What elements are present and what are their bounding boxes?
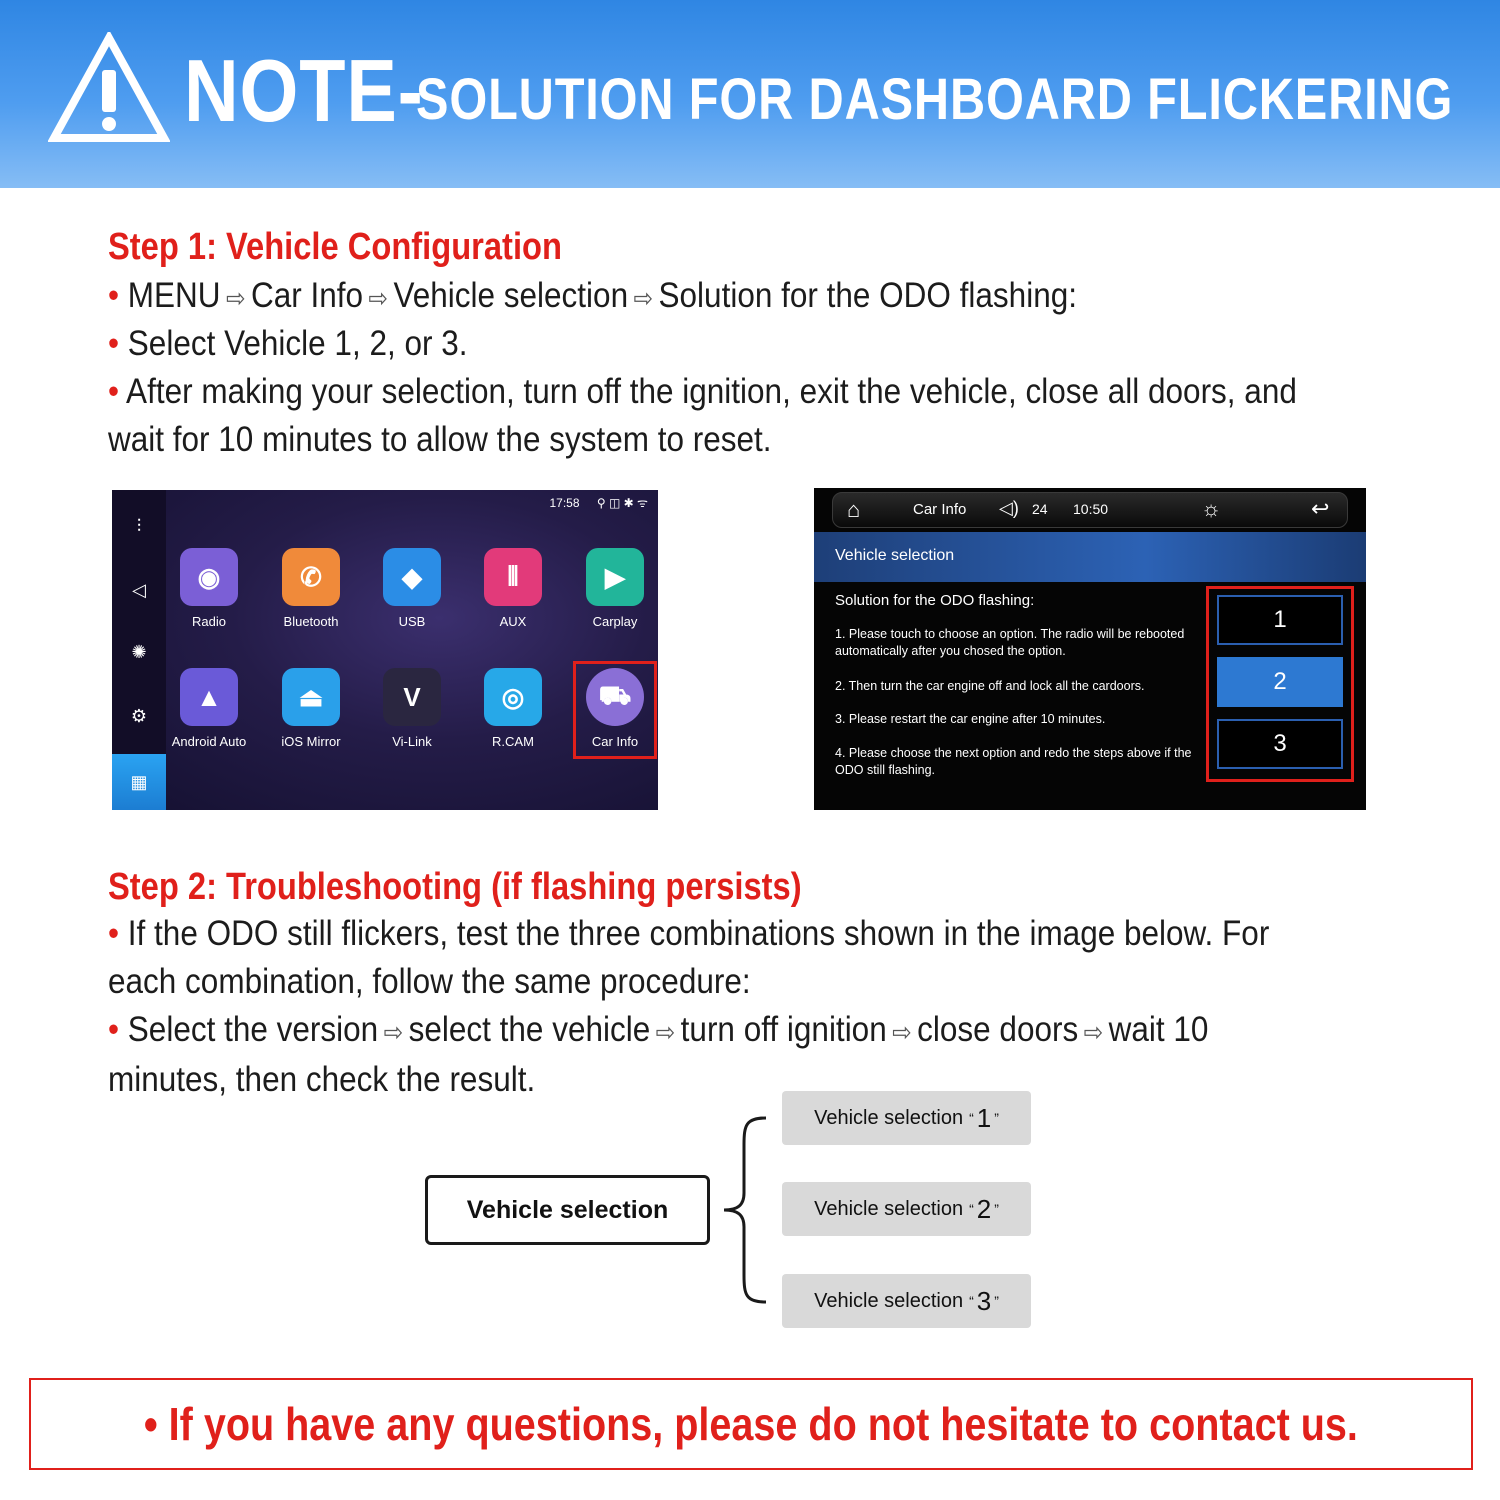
arrow-icon: ⇨: [383, 1017, 404, 1047]
brightness-icon[interactable]: ✺: [131, 641, 147, 662]
app-usb[interactable]: [367, 548, 457, 648]
brightness-icon[interactable]: ☼: [1201, 496, 1222, 521]
vi-link-icon: V: [383, 668, 441, 726]
app-carplay[interactable]: [570, 548, 658, 648]
instruction-2: 2. Then turn the car engine off and lock all the cardoors.: [835, 679, 1145, 693]
app-bluetooth[interactable]: [266, 548, 356, 648]
arrow-icon: ⇨: [225, 283, 246, 313]
instruction-1: 1. Please touch to choose an option. The radio will be rebooted automatically after you chosed the option.: [835, 627, 1185, 658]
app-rcam[interactable]: [468, 668, 558, 768]
warning-icon: [48, 32, 170, 144]
arrow-icon: ⇨: [892, 1017, 912, 1047]
option-prefix: Vehicle selection: [814, 1106, 964, 1129]
app-label: Carplay: [592, 614, 638, 629]
equalizer-icon[interactable]: ⫶: [136, 515, 142, 536]
status-time: 17:58: [549, 496, 580, 510]
option-prefix: Vehicle selection: [814, 1197, 964, 1220]
section-title: Vehicle selection: [835, 547, 955, 564]
bullet-icon: •: [108, 372, 120, 411]
app-label: Vi-Link: [392, 734, 432, 749]
arrow-icon: ⇨: [633, 283, 654, 313]
option-number: 1: [976, 1102, 992, 1133]
app-label: Bluetooth: [283, 614, 339, 629]
footer-text: • If you have any questions, please do not hesitate to contact us.: [143, 1398, 1359, 1450]
car-info-title: Car Info: [913, 501, 967, 518]
car-info-topbar: [832, 492, 1348, 528]
option-prefix: Vehicle selection: [814, 1289, 964, 1312]
path-car-info: Car Info: [250, 276, 364, 315]
car-icon: ⛟: [586, 668, 644, 726]
android-auto-icon: ▲: [180, 668, 238, 726]
settings-icon[interactable]: ⚙: [130, 705, 148, 726]
path-close-doors: close doors: [917, 1010, 1079, 1049]
arrow-icon: ⇨: [1083, 1017, 1104, 1047]
quote-open: “: [969, 1110, 974, 1126]
app-aux[interactable]: [468, 548, 558, 648]
instruction-4: 4. Please choose the next option and redo the steps above if the ODO still flashing.: [835, 746, 1192, 777]
volume-icon[interactable]: ◁: [132, 579, 146, 600]
apps-grid-icon[interactable]: ▦: [112, 754, 166, 810]
banner-title-subtitle: SOLUTION FOR DASHBOARD FLICKERING: [416, 67, 1454, 132]
path-menu: MENU: [127, 276, 221, 315]
app-label: Android Auto: [171, 734, 247, 749]
app-label: Car Info: [591, 734, 639, 749]
app-label: Radio: [192, 614, 226, 629]
path-select-version: Select the version: [127, 1010, 379, 1049]
banner-title-note: NOTE-: [184, 41, 424, 140]
step1-line3: [108, 368, 1314, 464]
app-label: iOS Mirror: [281, 734, 341, 749]
path-select-vehicle: select the vehicle: [408, 1010, 651, 1049]
quote-close: ”: [994, 1293, 999, 1309]
path-odo-solution: Solution for the ODO flashing:: [658, 276, 1077, 315]
step2-test-text: If the ODO still flickers, test the three combinations shown in the image below. For each combination, follow the same procedure:: [108, 914, 1270, 1001]
status-icons: ⚲ ◫ ✱ ᯤ: [596, 496, 648, 510]
arrow-icon: ⇨: [368, 283, 389, 313]
volume-level: 24: [1032, 501, 1048, 517]
step2-title: Step 2: Troubleshooting (if flashing persists): [108, 866, 802, 908]
diagram-root: Vehicle selection: [425, 1175, 710, 1245]
step1-path: [108, 272, 1314, 322]
radio-icon: ◉: [180, 548, 238, 606]
step2-line1: [108, 910, 1314, 1006]
usb-icon: ◆: [383, 548, 441, 606]
phone-icon: ✆: [282, 548, 340, 606]
path-vehicle-selection: Vehicle selection: [393, 276, 629, 315]
option-number: 3: [976, 1285, 992, 1316]
quote-close: ”: [994, 1110, 999, 1126]
launcher-screenshot: [112, 490, 658, 810]
diagram-option-3: [782, 1274, 1031, 1328]
header-banner: [0, 0, 1500, 188]
bullet-icon: •: [108, 276, 120, 315]
options-highlight: [1206, 586, 1354, 782]
back-icon[interactable]: ↩: [1311, 496, 1330, 521]
app-label: USB: [398, 614, 426, 629]
instruction-3: 3. Please restart the car engine after 10 minutes.: [835, 712, 1106, 726]
camera-icon: ◎: [484, 668, 542, 726]
app-label: R.CAM: [492, 734, 534, 749]
bullet-icon: •: [108, 914, 120, 953]
carplay-icon: ▶: [586, 548, 644, 606]
diagram-option-2: [782, 1182, 1031, 1236]
contact-footer: [29, 1378, 1473, 1470]
speaker-icon[interactable]: ◁): [999, 498, 1019, 518]
app-vi-link[interactable]: [367, 668, 457, 768]
odo-heading: Solution for the ODO flashing:: [835, 592, 1035, 609]
app-label: AUX: [499, 614, 527, 629]
quote-open: “: [969, 1201, 974, 1217]
vehicle-option-1[interactable]: 1: [1217, 595, 1343, 645]
curly-brace-icon: [718, 1115, 770, 1305]
app-car-info[interactable]: [576, 664, 654, 756]
vehicle-option-2[interactable]: 2: [1217, 657, 1343, 707]
airplay-icon: ⏏: [282, 668, 340, 726]
step1-line2: [108, 320, 1314, 368]
banner-title: [184, 40, 1454, 140]
path-wait: wait 10 minutes, then check the result.: [108, 1010, 1209, 1099]
home-icon[interactable]: ⌂: [847, 497, 861, 522]
app-ios-mirror[interactable]: [266, 668, 356, 768]
option-number: 2: [976, 1193, 992, 1224]
status-bar: [549, 494, 648, 511]
step1-reset-text: After making your selection, turn off the ignition, exit the vehicle, close all doors, and wait for 10 minutes to allow the system to reset.: [108, 372, 1297, 459]
clock-time: 10:50: [1073, 501, 1109, 517]
aux-icon: ⦀: [484, 548, 542, 606]
app-android-auto[interactable]: [164, 668, 254, 768]
step1-title: Step 1: Vehicle Configuration: [108, 226, 562, 268]
step1-select-text: Select Vehicle 1, 2, or 3.: [127, 324, 468, 363]
section-header: [814, 532, 1366, 582]
path-turn-off-ignition: turn off ignition: [680, 1010, 887, 1049]
launcher-sidebar: [112, 490, 166, 810]
vehicle-option-3[interactable]: 3: [1217, 719, 1343, 769]
car-info-screenshot: [814, 488, 1366, 810]
app-radio[interactable]: [164, 548, 254, 648]
quote-close: ”: [994, 1201, 999, 1217]
bullet-icon: •: [108, 324, 120, 363]
bullet-icon: •: [108, 1010, 120, 1049]
step2-path: [108, 1006, 1314, 1104]
diagram-option-1: [782, 1091, 1031, 1145]
quote-open: “: [969, 1293, 974, 1309]
arrow-icon: ⇨: [655, 1017, 676, 1047]
